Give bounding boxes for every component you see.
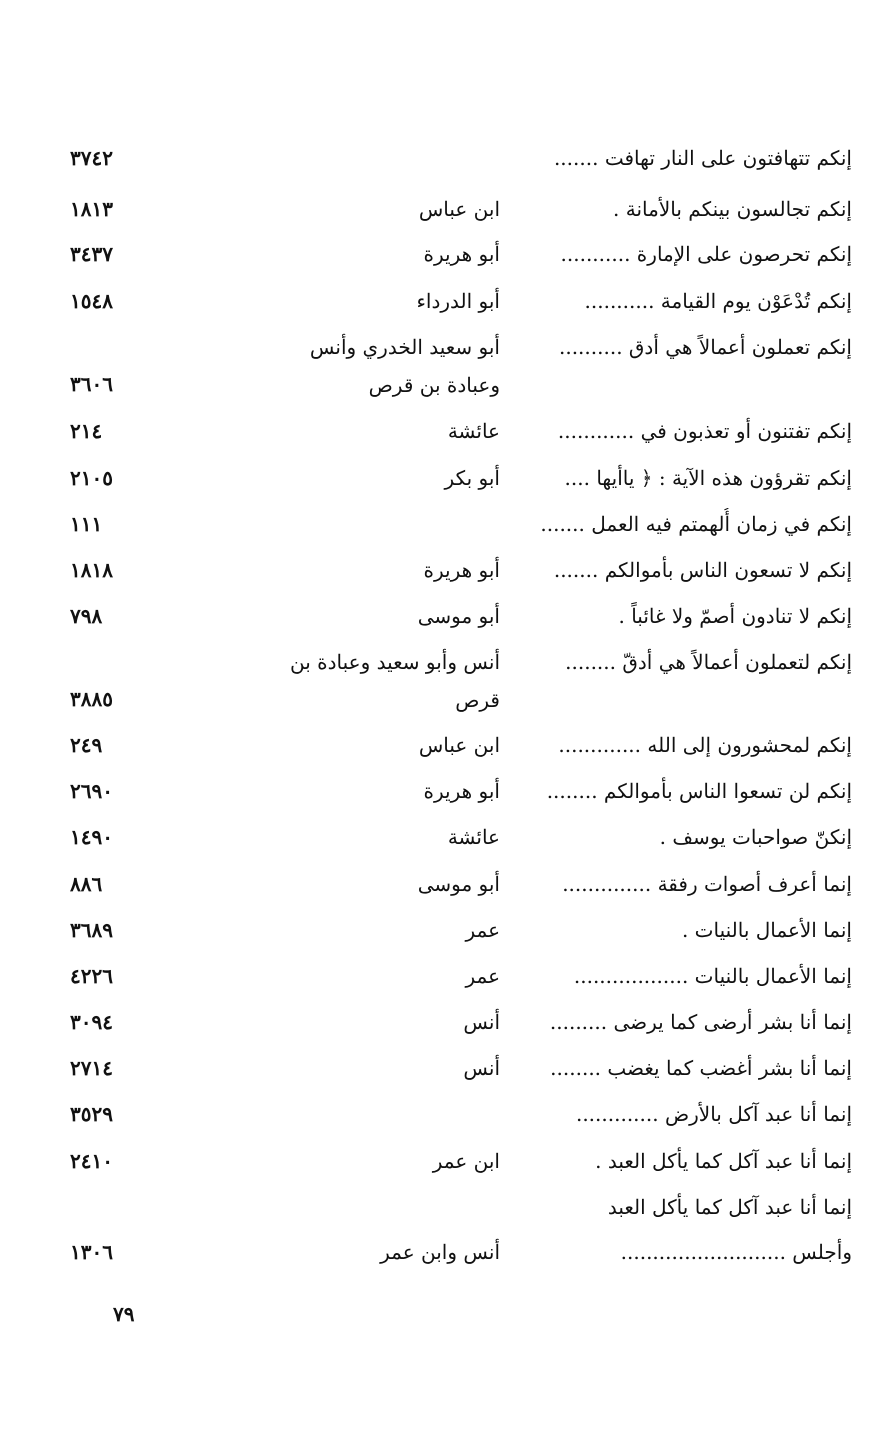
hadith-number: ٣٦٠٦ — [70, 372, 113, 396]
hadith-number: ٣٥٢٩ — [70, 1102, 113, 1126]
hadith-text: إنكم تفتنون أو تعذبون في ............ — [557, 419, 852, 443]
hadith-text: إنما أنا بشر أرضى كما يرضى ......... — [549, 1010, 852, 1034]
hadith-number: ٣٧٤٢ — [70, 146, 113, 170]
hadith-number: ٤٢٢٦ — [70, 964, 113, 988]
narrator-name: أبو هريرة — [423, 779, 500, 803]
hadith-number: ٢٤١٠ — [70, 1149, 113, 1173]
narrator-name: أبو الدرداء — [416, 289, 500, 313]
narrator-name: أبو هريرة — [423, 558, 500, 582]
hadith-number: ١٨١٨ — [70, 558, 113, 582]
hadith-number: ٢١٠٥ — [70, 466, 113, 490]
hadith-number: ٢١٤ — [70, 419, 103, 443]
hadith-text: وأجلس .......................... — [620, 1240, 852, 1264]
hadith-number: ١٤٩٠ — [70, 825, 113, 849]
hadith-number: ١٣٠٦ — [70, 1240, 113, 1264]
hadith-text: إنما أنا عبد آكل بالأرض ............. — [575, 1102, 852, 1126]
narrator-name: أبو موسى — [417, 872, 500, 896]
narrator-name: أنس وابن عمر — [380, 1240, 500, 1264]
hadith-text: إنكم لن تسعوا الناس بأموالكم ........ — [546, 779, 852, 803]
narrator-name: أبو هريرة — [423, 242, 500, 266]
narrator-name: عائشة — [447, 825, 500, 849]
hadith-text: إنما أنا عبد آكل كما يأكل العبد . — [595, 1149, 852, 1173]
narrator-name: عائشة — [447, 419, 500, 443]
hadith-number: ١٨١٣ — [70, 197, 113, 221]
hadith-number: ٣٨٨٥ — [70, 687, 113, 711]
hadith-text: إنكم تعملون أعمالاً هي أدق .......... — [558, 335, 852, 359]
narrator-name: ابن عباس — [418, 733, 500, 757]
narrator-name: أبو سعيد الخدري وأنس وعبادة بن قرص — [309, 335, 500, 397]
hadith-number: ٧٩٨ — [70, 604, 103, 628]
hadith-number: ١١١ — [70, 512, 103, 536]
narrator-name: أبو موسى — [417, 604, 500, 628]
hadith-number: ١٥٤٨ — [70, 289, 113, 313]
narrator-name: أنس وأبو سعيد وعبادة بن قرص — [290, 650, 500, 712]
hadith-text: إنكم تُدْعَوْن يوم القيامة ........... — [584, 289, 852, 313]
hadith-text: إنكم لا تسعون الناس بأموالكم ....... — [553, 558, 852, 582]
page-number: ٧٩ — [113, 1302, 135, 1326]
narrator-name: ابن عمر — [432, 1149, 500, 1173]
hadith-text: إنما الأعمال بالنيات .................. — [573, 964, 852, 988]
hadith-text: إنما أنا بشر أغضب كما يغضب ........ — [550, 1056, 852, 1080]
hadith-number: ٢٤٩ — [70, 733, 103, 757]
hadith-number: ٣٤٣٧ — [70, 242, 113, 266]
hadith-text: إنكنّ صواحبات يوسف . — [659, 825, 852, 849]
hadith-text: إنكم تحرصون على الإمارة ........... — [560, 242, 852, 266]
narrator-name: أبو بكر — [444, 466, 500, 490]
hadith-number: ٨٨٦ — [70, 872, 103, 896]
narrator-name: ابن عباس — [418, 197, 500, 221]
hadith-text: إنكم لا تنادون أصمّ ولا غائباً . — [618, 604, 852, 628]
narrator-name: أنس — [463, 1010, 500, 1034]
hadith-number: ٣٦٨٩ — [70, 918, 113, 942]
hadith-number: ٢٦٩٠ — [70, 779, 113, 803]
narrator-name: عمر — [465, 964, 500, 988]
hadith-text: إنكم لتعملون أعمالاً هي أدقّ ........ — [565, 650, 852, 674]
hadith-text: إنما أنا عبد آكل كما يأكل العبد — [607, 1195, 852, 1219]
hadith-text: إنكم تجالسون بينكم بالأمانة . — [613, 197, 852, 221]
hadith-number: ٢٧١٤ — [70, 1056, 113, 1080]
hadith-text: إنما أعرف أصوات رفقة .............. — [562, 872, 852, 896]
narrator-name: أنس — [463, 1056, 500, 1080]
hadith-text: إنكم لمحشورون إلى الله ............. — [558, 733, 852, 757]
hadith-text: إنكم تقرؤون هذه الآية : ﴿ ياأيها .... — [564, 466, 852, 490]
hadith-text: إنكم في زمان أُلهمتم فيه العمل ....... — [540, 512, 852, 536]
narrator-name: عمر — [465, 918, 500, 942]
hadith-text: إنكم تتهافتون على النار تهافت ....... — [553, 146, 852, 170]
hadith-text: إنما الأعمال بالنيات . — [681, 918, 852, 942]
hadith-number: ٣٠٩٤ — [70, 1010, 113, 1034]
